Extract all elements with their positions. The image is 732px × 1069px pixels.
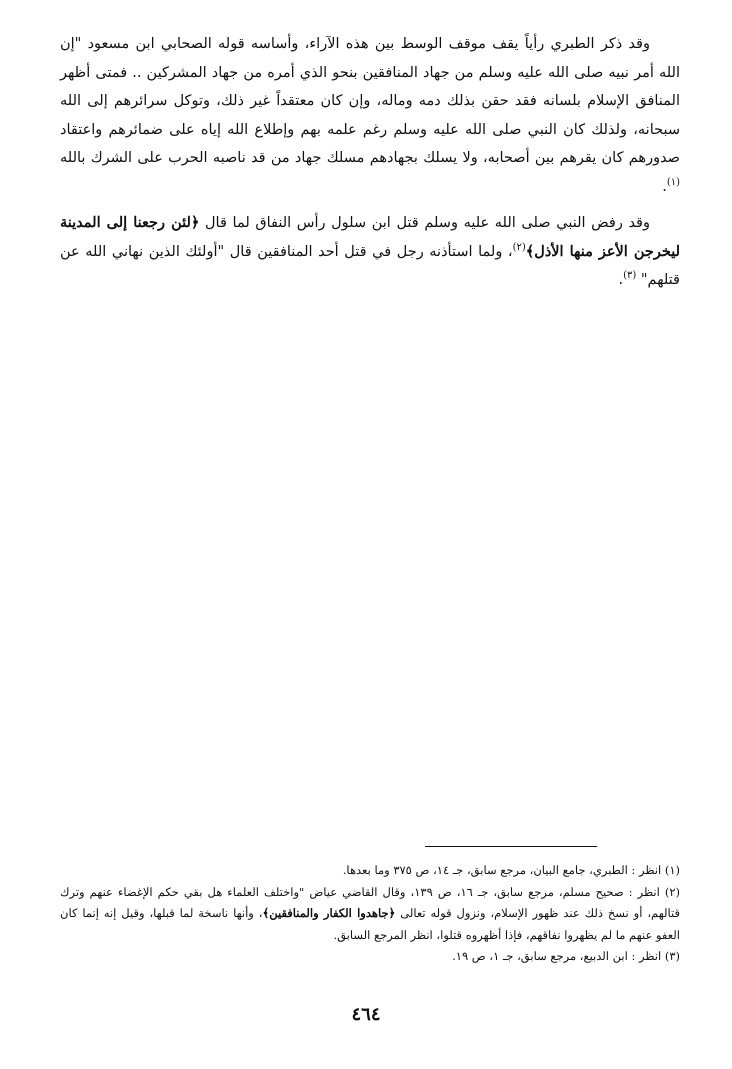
footnote-ref-1: (١) (666, 176, 680, 188)
paragraph-2-text-middle: ، ولما استأذنه رجل في قتل أحد المنافقين قال "أولئك الذين نهاني الله عن قتلهم" (60, 243, 680, 288)
footnote-2-verse: ﴿جاهدوا الكفار والمنافقين﴾ (262, 906, 396, 920)
footnote-ref-2: (٢) (512, 241, 526, 253)
quran-verse: ﴿لئن رجعنا إلى المدينة ليخرجن الأعز منها الأذل﴾ (60, 214, 681, 260)
paragraph-1 (60, 30, 680, 201)
paragraph-1-text: وقد ذكر الطبري رأياً يقف موقف الوسط بين هذه الآراء، وأساسه قوله الصحابي ابن مسعود "إن الله أمر نبيه صلى الله عليه وسلم من جهاد المنافقين بنحو الذي أمره من جهاد المشركين .. فمتى أظهر المنافق الإسلام بلسانه فقد حقن بذلك دمه وماله، وإن كان معتقداً غير ذلك، وتوكل سرائرهم إلى الله سبحانه، ولذلك كان النبي صلى الله عليه وسلم رغم علمه بهم وإطلاع الله إياه على ضمائرهم واعتقاد صدورهم كان يقرهم بين أصحابه، ولا يسلك بجهادهم مسلك جهاد من قد ناصبه الحرب على الشرك بالله (60, 36, 680, 166)
footnote-2-text-before: (٢) انظر : صحيح مسلم، مرجع سابق، جـ ١٦، ص ١٣٩، وقال القاضي عياض "واختلف العلماء هل بقي حكم الإغضاء عنهم وترك قتالهم، أو نسخ ذلك عند ظهور الإسلام، ونزول قوله تعالى (60, 884, 680, 920)
paragraph-2-end: . (618, 272, 624, 288)
footnote-separator (425, 846, 597, 847)
footnote-3: (٣) انظر : ابن الدبيع، مرجع سابق، جـ ١، ص ١٩. (452, 949, 680, 963)
footnote-1: (١) انظر : الطبري، جامع البيان، مرجع سابق، جـ ١٤، ص ٣٧٥ وما بعدها. (342, 863, 680, 877)
page-number: ٤٦٤ (351, 1004, 381, 1025)
paragraph-1-end: . (662, 178, 667, 195)
footnote-ref-3: (٣) (623, 270, 637, 282)
paragraph-2-text-before: وقد رفض النبي صلى الله عليه وسلم قتل ابن سلول رأس النفاق لما قال (199, 215, 650, 231)
footnotes (60, 860, 680, 968)
paragraph-2 (60, 209, 680, 295)
main-text (60, 30, 680, 295)
footnote-2 (60, 882, 680, 947)
footnote-2-text-after: ، وأنها ناسخة لما قبلها، وقيل إنه إنما كان العفو عنهم ما لم يظهروا نفاقهم، فإذا أظهروه قتلوا، انظر المرجع السابق. (60, 906, 680, 942)
